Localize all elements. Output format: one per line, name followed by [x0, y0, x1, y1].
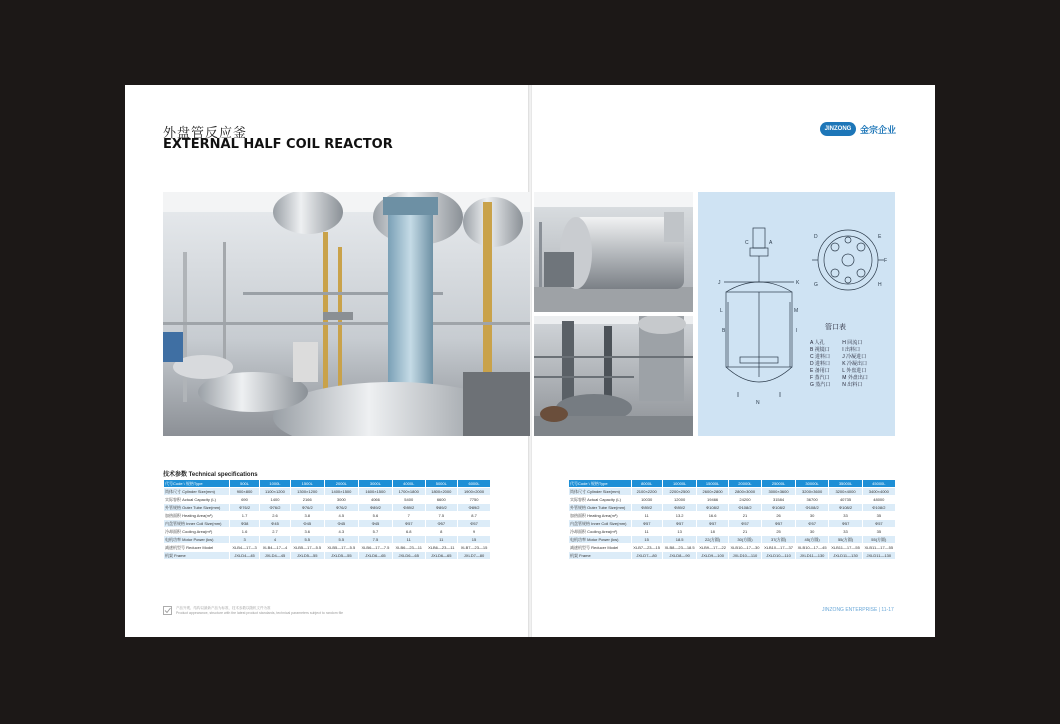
table-cell: Φ57	[662, 520, 697, 528]
table-cell: Φ38	[229, 520, 259, 528]
table-cell: 2800×3000	[728, 488, 762, 496]
table-cell: JXLD11—130	[862, 552, 895, 560]
table-cell: 5.7	[358, 528, 392, 536]
table-cell: 3	[229, 536, 259, 544]
svg-text:K: K	[796, 280, 800, 286]
table-cell: Φ89/2	[458, 504, 491, 512]
page-title-english: EXTERNAL HALF COIL REACTOR	[163, 137, 393, 152]
table-cell: 25	[762, 528, 796, 536]
table-cell: 冷却面积 Cooling Area(m²)	[164, 528, 230, 536]
table-cell: Φ76/2	[260, 504, 290, 512]
table-cell: 1.7	[229, 512, 259, 520]
table-cell: JXLD6—65	[392, 552, 425, 560]
table-cell: JXLD11—130	[829, 552, 862, 560]
table-header-cell: 5000L	[425, 480, 458, 488]
table-row	[164, 488, 491, 496]
table-cell: 2166	[290, 496, 324, 504]
table-cell: 1300×1200	[290, 488, 324, 496]
table-cell: 8.7	[458, 512, 491, 520]
table-cell: Φ108/2	[728, 504, 762, 512]
svg-text:I: I	[796, 328, 798, 334]
table-cell: XLB11—17—55	[862, 544, 895, 552]
table-cell: 30(方圆)	[728, 536, 762, 544]
factory-photo-main	[163, 192, 530, 436]
table-cell: XLB4—17—3	[229, 544, 259, 552]
table-cell: 12000	[662, 496, 697, 504]
table-cell: 15	[631, 536, 662, 544]
table-cell: Φ57	[829, 520, 862, 528]
table-cell: 4	[260, 536, 290, 544]
table-cell: JXLD7—80	[631, 552, 662, 560]
table-cell: 5400	[392, 496, 425, 504]
legend-item: G 蒸汽口	[810, 382, 831, 388]
table-cell: JXLD11—130	[795, 552, 829, 560]
table-cell: 减速机型号 Reducer Model	[164, 544, 230, 552]
table-cell: 55(方圆)	[829, 536, 862, 544]
legend-item: H 回流口	[842, 340, 863, 346]
table-cell: Φ57	[697, 520, 728, 528]
table-header-cell: 500L	[229, 480, 259, 488]
table-cell: Φ89/2	[662, 504, 697, 512]
table-cell: 3000	[324, 496, 358, 504]
table-cell: 690	[229, 496, 259, 504]
table-row	[569, 528, 896, 536]
legend-item: F 蒸汽口	[810, 375, 830, 381]
table-cell: JXLD10—110	[762, 552, 796, 560]
table-cell: 15	[458, 536, 491, 544]
table-cell: 电机功率 Motor Power (kw)	[164, 536, 230, 544]
svg-text:N: N	[756, 400, 760, 406]
check-icon	[163, 606, 172, 615]
table-row	[164, 544, 491, 552]
table-cell: 16.6	[697, 512, 728, 520]
footnote-en: Product appearance, structure with the latest product standards, technical parameters subject to random file	[176, 611, 344, 615]
table-cell: 实际容积 Actual Capacity (L)	[164, 496, 230, 504]
table-cell: XLB6—23—11	[425, 544, 458, 552]
legend-item: N 出料口	[842, 382, 863, 388]
table-cell: 24200	[728, 496, 762, 504]
legend-item: K 冷凝出口	[842, 361, 868, 367]
table-cell: Φ57	[458, 520, 491, 528]
table-cell: 2.6	[260, 512, 290, 520]
table-cell: XLB7—23—15	[458, 544, 491, 552]
table-cell: 31584	[762, 496, 796, 504]
table-cell: Φ57	[631, 520, 662, 528]
table-cell: 26	[762, 512, 796, 520]
table-cell: Φ108/2	[829, 504, 862, 512]
table-header-cell: 3000L	[358, 480, 392, 488]
svg-text:J: J	[718, 280, 721, 286]
table-cell: 1700×1800	[392, 488, 425, 496]
table-row	[164, 496, 491, 504]
table-cell: 筒体尺寸 Cylinder Size(mm)	[569, 488, 632, 496]
table-header-cell: 6000L	[458, 480, 491, 488]
table-cell: 30	[795, 512, 829, 520]
table-cell: Φ108/2	[795, 504, 829, 512]
table-header-cell: 4000L	[392, 480, 425, 488]
table-row	[164, 528, 491, 536]
table-row	[569, 552, 896, 560]
table-cell: XLB10—17—37	[762, 544, 796, 552]
table-cell: JXLD5—55	[290, 552, 324, 560]
table-header-cell: 2000L	[324, 480, 358, 488]
table-cell: 1800×2000	[425, 488, 458, 496]
svg-text:D: D	[814, 234, 818, 240]
table-cell: 900×800	[229, 488, 259, 496]
table-cell: 筒体尺寸 Cylinder Size(mm)	[164, 488, 230, 496]
table-cell: Φ89/2	[425, 504, 458, 512]
page-title-chinese: 外盘管反应釜	[163, 126, 248, 141]
table-cell: 2.7	[260, 528, 290, 536]
table-cell: XLB10—17—45	[795, 544, 829, 552]
legend-item: L 外盘进口	[842, 368, 867, 374]
table-cell: 5.5	[290, 536, 324, 544]
table-cell: 3.8	[290, 512, 324, 520]
svg-text:M: M	[794, 308, 799, 314]
table-cell: Φ57	[728, 520, 762, 528]
table-row	[569, 520, 896, 528]
table-cell: 2100×2200	[631, 488, 662, 496]
table-cell: Φ89/2	[392, 504, 425, 512]
table-cell: 13.2	[662, 512, 697, 520]
table-cell: 1600×1500	[358, 488, 392, 496]
svg-text:C: C	[745, 240, 749, 246]
svg-text:B: B	[722, 328, 726, 334]
table-cell: 3200×4000	[829, 488, 862, 496]
table-row	[569, 536, 896, 544]
table-cell: Φ76/2	[229, 504, 259, 512]
table-cell: 40735	[829, 496, 862, 504]
table-cell: 3400×4000	[862, 488, 895, 496]
table-cell: 1400×1500	[324, 488, 358, 496]
table-row	[569, 504, 896, 512]
table-cell: 4.3	[324, 528, 358, 536]
table-cell: 电机功率 Motor Power (kw)	[569, 536, 632, 544]
table-cell: Φ57	[425, 520, 458, 528]
table-cell: 加热面积 Heating Area(m²)	[164, 512, 230, 520]
table-cell: Φ108/2	[862, 504, 895, 512]
table-header-cell: 1500L	[290, 480, 324, 488]
spec-table-right	[568, 479, 896, 560]
table-cell: 11	[425, 536, 458, 544]
table-cell: 1.6	[229, 528, 259, 536]
table-cell: 减速机型号 Reducer Model	[569, 544, 632, 552]
table-cell: XLB5—17—5.5	[290, 544, 324, 552]
table-header-cell: 30000L	[795, 480, 829, 488]
logo-badge: JINZONG	[820, 122, 856, 136]
table-header-row	[164, 480, 491, 488]
table-cell: 实际容积 Actual Capacity (L)	[569, 496, 632, 504]
nozzle-legend	[810, 340, 868, 389]
svg-text:F: F	[884, 258, 888, 264]
table-cell: 7.5	[358, 536, 392, 544]
table-cell: 1100×1200	[260, 488, 290, 496]
table-header-cell: 35000L	[829, 480, 862, 488]
table-cell: XLB6—17—7.5	[358, 544, 392, 552]
legend-item: I 出料口	[842, 347, 861, 353]
table-cell: 48000	[862, 496, 895, 504]
table-cell: JXLD4—45	[229, 552, 259, 560]
table-cell: 36700	[795, 496, 829, 504]
table-cell: 45(方圆)	[795, 536, 829, 544]
legend-item: B 视镜口	[810, 347, 830, 353]
footnote	[163, 606, 343, 616]
svg-text:E: E	[878, 234, 882, 240]
table-cell: JXLD10—110	[728, 552, 762, 560]
table-cell: Φ57	[392, 520, 425, 528]
table-cell: Φ57	[862, 520, 895, 528]
table-cell: 55(方圆)	[862, 536, 895, 544]
table-row	[164, 520, 491, 528]
table-cell: 9	[458, 528, 491, 536]
table-cell: 35	[862, 528, 895, 536]
svg-text:G: G	[814, 282, 818, 288]
table-cell: 21	[728, 512, 762, 520]
table-cell: JXLD6—65	[358, 552, 392, 560]
table-cell: 外管规格 Outer Tube Size(mm)	[569, 504, 632, 512]
table-cell: 6.8	[392, 528, 425, 536]
table-header-cell: 代号Code \ 规格Type	[164, 480, 230, 488]
table-cell: Φ57	[795, 520, 829, 528]
legend-item: E 备用口	[810, 368, 830, 374]
table-cell: 7	[392, 512, 425, 520]
table-cell: Φ76/2	[290, 504, 324, 512]
table-cell: 机架 Frame	[569, 552, 632, 560]
table-cell: 33	[829, 528, 862, 536]
table-cell: JXLD6—65	[425, 552, 458, 560]
table-cell: 30	[795, 528, 829, 536]
table-row	[164, 552, 491, 560]
table-cell: 3200×3600	[795, 488, 829, 496]
legend-item: C 进料口	[810, 354, 831, 360]
legend-item: A 人孔	[810, 340, 825, 346]
table-cell: Φ89/2	[358, 504, 392, 512]
table-row	[164, 536, 491, 544]
svg-text:H: H	[878, 282, 882, 288]
table-cell: 11	[392, 536, 425, 544]
reactor-floor-photo	[534, 316, 693, 436]
table-cell: JXLD9—100	[697, 552, 728, 560]
table-cell: 加热面积 Heating Area(m²)	[569, 512, 632, 520]
legend-item: D 进料口	[810, 361, 831, 367]
table-cell: 2200×2500	[662, 488, 697, 496]
table-cell: XLB8—23—18.5	[662, 544, 697, 552]
table-row	[569, 488, 896, 496]
table-cell: XLB5—17—5.5	[324, 544, 358, 552]
table-cell: XLB11—17—55	[829, 544, 862, 552]
table-cell: 11	[631, 512, 662, 520]
table-cell: 6600	[425, 496, 458, 504]
table-header-cell: 45000L	[862, 480, 895, 488]
table-row	[569, 496, 896, 504]
nozzle-table-title: 管口表	[825, 323, 846, 331]
table-cell: JXLD5—55	[324, 552, 358, 560]
table-cell: 33	[829, 512, 862, 520]
table-row	[164, 504, 491, 512]
table-cell: 内盘管规格 Inner Coil Size(mm)	[569, 520, 632, 528]
table-cell: Φ45	[260, 520, 290, 528]
table-row	[569, 512, 896, 520]
spec-table-left	[163, 479, 491, 560]
table-cell: 机架 Frame	[164, 552, 230, 560]
table-cell: JXLD4—45	[260, 552, 290, 560]
reactor-technical-drawing	[698, 192, 895, 436]
table-cell: 22(方圆)	[697, 536, 728, 544]
table-header-row	[569, 480, 896, 488]
table-cell: Φ108/2	[697, 504, 728, 512]
table-cell: Φ76/2	[324, 504, 358, 512]
footnote-cn: 产品外观、结构以最新产品为标准，技术参数以随机文件为准	[176, 606, 271, 610]
legend-item: M 外盘出口	[842, 375, 868, 381]
table-header-cell: 10000L	[662, 480, 697, 488]
table-cell: 5.6	[358, 512, 392, 520]
table-cell: XLB4—17—4	[260, 544, 290, 552]
table-cell: 19466	[697, 496, 728, 504]
table-cell: 4066	[358, 496, 392, 504]
svg-text:A: A	[769, 240, 773, 246]
table-cell: 37(方圆)	[762, 536, 796, 544]
table-cell: 5.5	[324, 536, 358, 544]
table-cell: 8	[425, 528, 458, 536]
table-header-cell: 1000L	[260, 480, 290, 488]
table-cell: Φ45	[290, 520, 324, 528]
table-cell: 冷却面积 Cooling Area(m²)	[569, 528, 632, 536]
table-cell: 21	[728, 528, 762, 536]
table-row	[569, 544, 896, 552]
table-header-cell: 8000L	[631, 480, 662, 488]
table-cell: XLB7—23—15	[631, 544, 662, 552]
table-cell: Φ45	[358, 520, 392, 528]
svg-text:L: L	[720, 308, 723, 314]
table-cell: 35	[862, 512, 895, 520]
table-cell: 4.5	[324, 512, 358, 520]
table-cell: 7.5	[425, 512, 458, 520]
table-cell: 1400	[260, 496, 290, 504]
table-header-cell: 代号Code \ 规格Type	[569, 480, 632, 488]
logo-text: 金宗企业	[860, 125, 897, 136]
table-cell: Φ57	[762, 520, 796, 528]
reactor-tank-photo	[534, 192, 693, 312]
table-cell: 18	[697, 528, 728, 536]
legend-item: J 冷凝进口	[842, 354, 867, 360]
table-cell: Φ108/2	[762, 504, 796, 512]
table-cell: Φ45	[324, 520, 358, 528]
table-cell: Φ89/2	[631, 504, 662, 512]
company-logo	[820, 122, 896, 136]
table-cell: 18.5	[662, 536, 697, 544]
table-cell: XLB9—17—22	[697, 544, 728, 552]
table-cell: 1900×2000	[458, 488, 491, 496]
table-cell: JXLD7—80	[458, 552, 491, 560]
table-cell: 外管规格 Outer Tube Size(mm)	[164, 504, 230, 512]
table-row	[164, 512, 491, 520]
table-cell: 3000×3600	[762, 488, 796, 496]
table-cell: XLB6—23—11	[392, 544, 425, 552]
table-cell: 2600×2800	[697, 488, 728, 496]
table-header-cell: 15000L	[697, 480, 728, 488]
table-header-cell: 25000L	[762, 480, 796, 488]
table-cell: XLB10—17—30	[728, 544, 762, 552]
table-header-cell: 20000L	[728, 480, 762, 488]
table-cell: 内盘管规格 Inner Coil Size(mm)	[164, 520, 230, 528]
table-cell: 13	[662, 528, 697, 536]
table-cell: 7750	[458, 496, 491, 504]
table-cell: 11	[631, 528, 662, 536]
table-cell: 3.6	[290, 528, 324, 536]
page-number: JINZONG ENTERPRISE | 11-17	[822, 607, 894, 613]
table-cell: JXLD8—90	[662, 552, 697, 560]
table-cell: 10030	[631, 496, 662, 504]
section-title: 技术参数 Technical specifications	[163, 472, 258, 478]
